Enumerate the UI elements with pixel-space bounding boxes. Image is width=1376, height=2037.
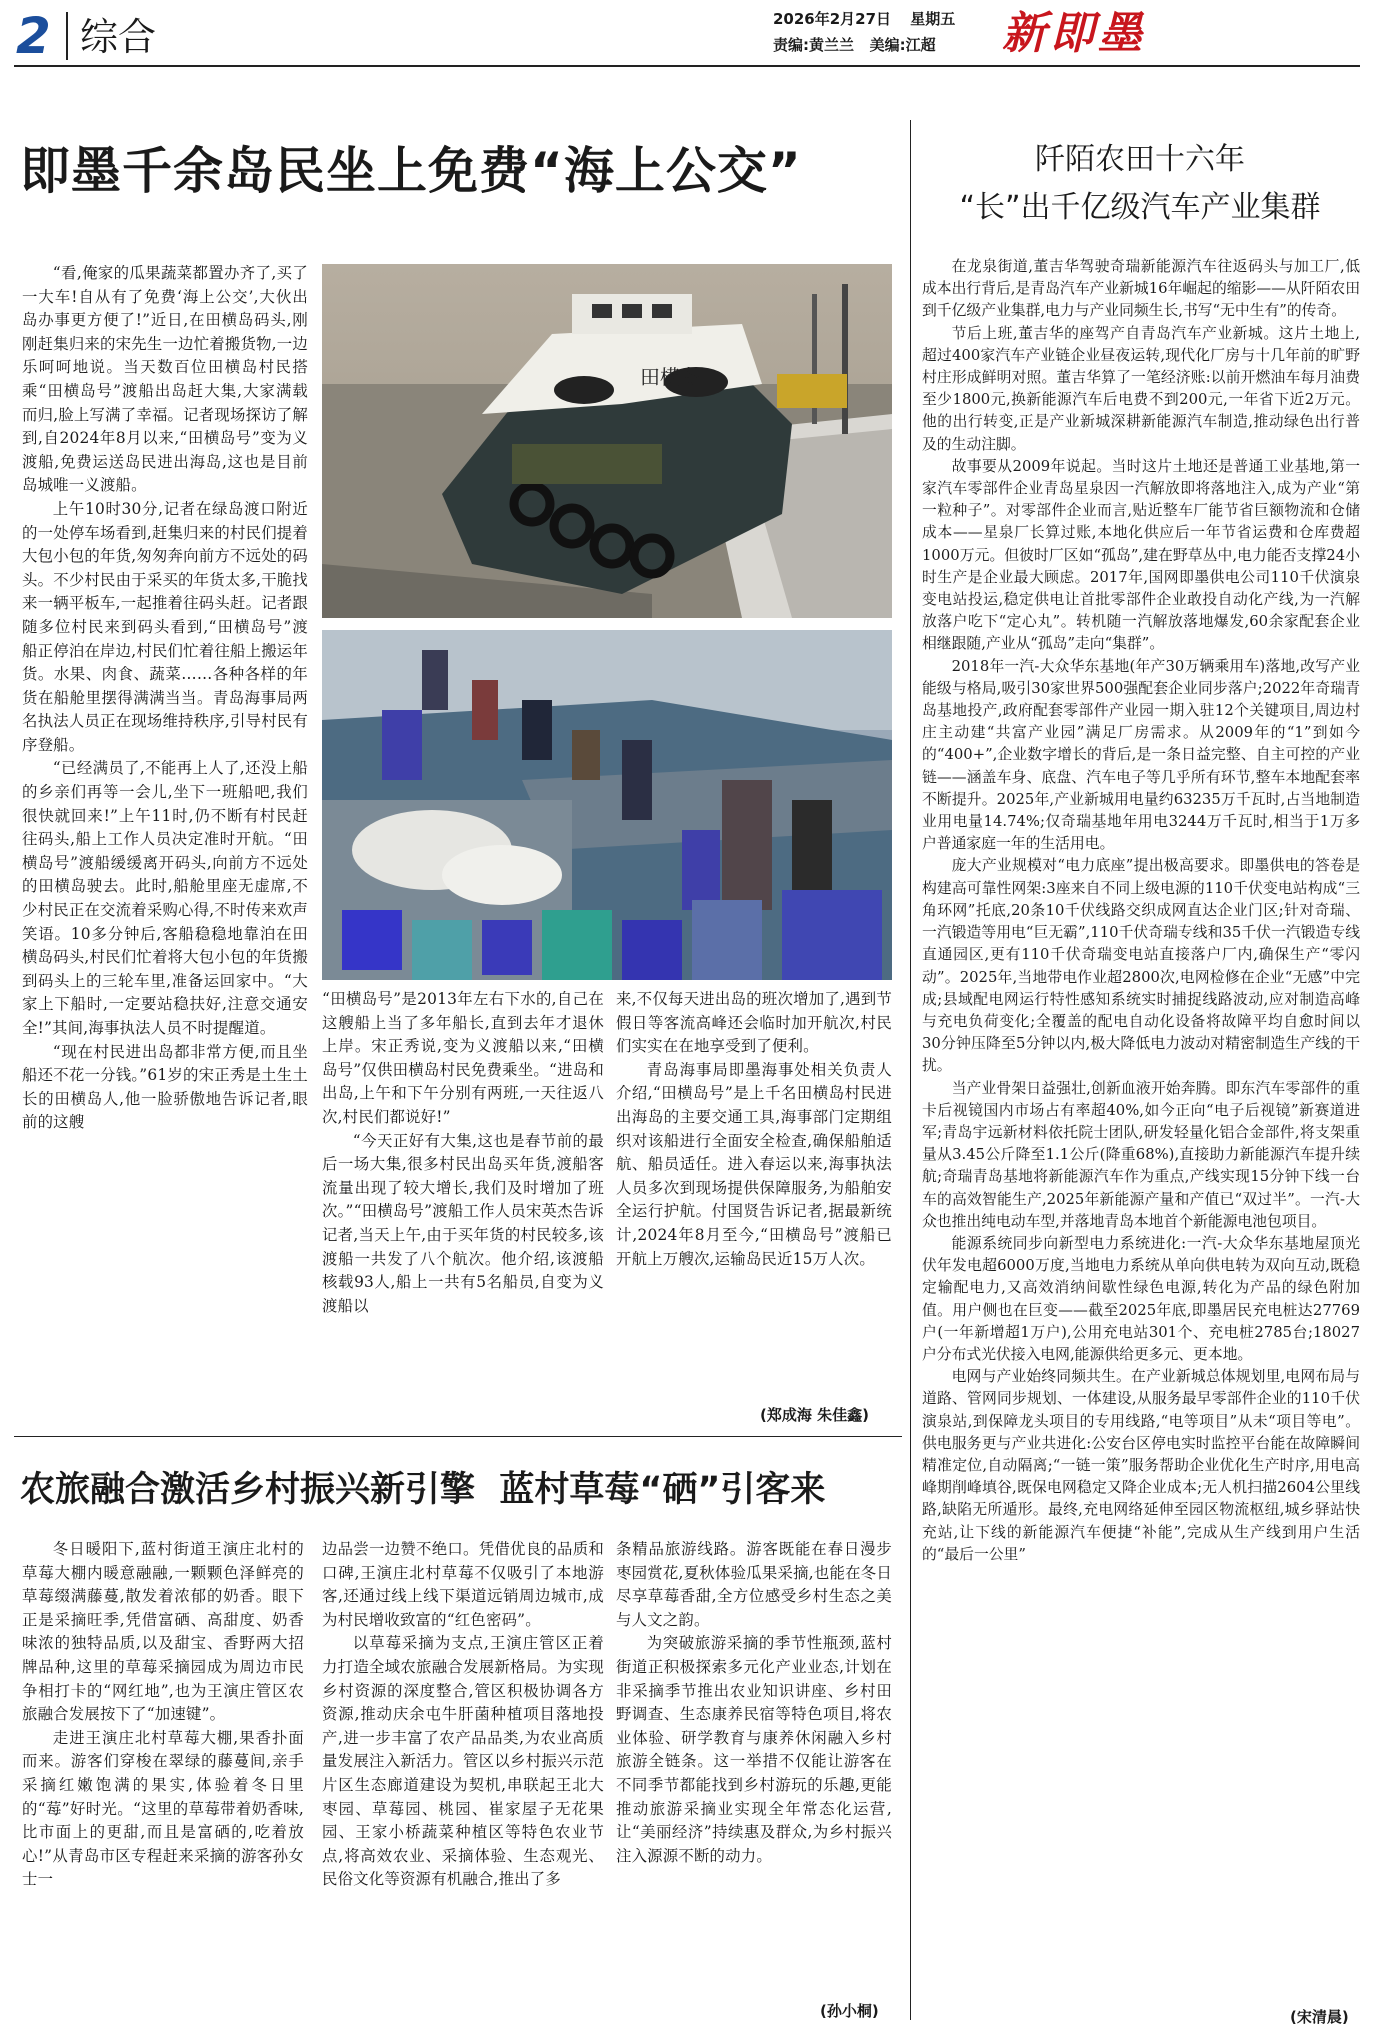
article3-column-1 xyxy=(22,1538,304,1892)
article2-paragraph: 2018年一汽-大众华东基地(年产30万辆乘用车)落地,改写产业能级与格局,吸引30家世界500强配套企业同步落户;2022年奇瑞青岛基地投产,政府配套零部件产业园一期入驻12个关键项目,周边村庄主动建“共富产业园”满足厂房需求。从2009年的“1”到如今的“400+”,企业数字增长的背后,是一条日益完整、自主可控的产业链——涵盖车身、底盘、汽车电子等几乎所有环节,整车本地配套率不断提升。2025年,产业新城用电量约63235万千瓦时,占当地制造业用电量14.74%;仅奇瑞基地年用电3244万千瓦时,相当于1万多户普通家庭一年的生活用电。 xyxy=(922,657,1360,853)
masthead-rule xyxy=(14,65,1360,67)
article3-column-2 xyxy=(322,1538,604,1892)
article1-paragraph: “已经满员了,不能再上人了,还没上船的乡亲们再等一会儿,坐下一班船吧,我们很快就回来!”上午11时,仍不断有村民赶往码头,船上工作人员决定准时开航。“田横岛号”渡船缓缓离开码头,向前方不远处的田横岛驶去。此时,船舱里座无虚席,不少村民正在交流着采购心得,不时传来欢声笑语。10多分钟后,客船稳稳地靠泊在田横岛码头,村民们忙着将大包小包的年货搬到码头上的三轮车里,准备运回家中。“大家上下船时,一定要站稳扶好,注意交通安全!”其间,海事执法人员不时提醒道。 xyxy=(22,759,308,1037)
date-text: 2026年2月27日 xyxy=(773,10,892,28)
article1-paragraph: “田横岛号”是2013年左右下水的,自己在这艘船上当了多年船长,直到去年才退休上岸。宋正秀说,变为义渡船以来,“田横岛号”仅供田横岛村民免费乘坐。“进岛和出岛,上午和下午分别有两班,一天往返八次,村民们都说好!” xyxy=(322,990,604,1126)
article1-headline: 即墨千余岛民坐上免费“海上公交” xyxy=(20,142,802,200)
article3-paragraph: 条精品旅游线路。游客既能在春日漫步枣园赏花,夏秋体验瓜果采摘,也能在冬日尽享草莓香甜,全方位感受乡村生态之美与人文之韵。 xyxy=(616,1540,892,1629)
column-divider xyxy=(910,120,911,2020)
article1-paragraph: 上午10时30分,记者在绿岛渡口附近的一处停车场看到,赶集归来的村民们提着大包小包的年货,匆匆奔向前方不远处的码头。不少村民由于采买的年货太多,干脆找来一辆平板车,一起推着往码头赶。记者跟随多位村民来到码头看到,“田横岛号”渡船正停泊在岸边,村民们忙着往船上搬运年货。水果、肉食、蔬菜……各种各样的年货在船舱里摆得满满当当。青岛海事局两名执法人员正在现场维持秩序,引导村民有序登船。 xyxy=(22,499,308,754)
article3-paragraph: 边品尝一边赞不绝口。凭借优良的品质和口碑,王演庄北村草莓不仅吸引了本地游客,还通过线上线下渠道远销周边城市,成为村民增收致富的“红色密码”。 xyxy=(322,1540,604,1629)
article3-paragraph: 走进王演庄北村草莓大棚,果香扑面而来。游客们穿梭在翠绿的藤蔓间,亲手采摘红嫩饱满的果实,体验着冬日里的“莓”好时光。“这里的草莓带着奶香味,比市面上的更甜,而且是富硒的,吃着放心!”从青岛市区专程赶来采摘的游客孙女士一 xyxy=(22,1728,304,1889)
article2-paragraph: 庞大产业规模对“电力底座”提出极高要求。即墨供电的答卷是构建高可靠性网架:3座来自不同上级电源的110千伏变电站构成“三角环网”托底,20条10千伏线路交织成网直达企业门区;针对奇瑞、一汽锻造等用电“巨无霸”,110千伏奇瑞专线和35千伏一汽锻造专线直通园区,更有110千伏奇瑞变电站直接落户厂内,确保生产“零闪动”。2025年,当地带电作业超2800次,电网检修在企业“无感”中完成;县域配电网运行特性感知系统实时捕捉线路波动,应对制造高峰与充电负荷变化;全覆盖的配电自动化设备将故障平均自愈时间以30分钟压降至5分钟以内,极大降低电力波动对精密制造生产线的干扰。 xyxy=(922,857,1360,1075)
article2-headline-line2: “长”出千亿级汽车产业集群 xyxy=(959,190,1321,225)
article-divider xyxy=(14,1436,902,1437)
article3-column-3 xyxy=(616,1538,892,1868)
page-number: 2 xyxy=(16,7,51,65)
article1-paragraph: 来,不仅每天进出岛的班次增加了,遇到节假日等客流高峰还会临时加开航次,村民们实实在在地享受到了便利。 xyxy=(616,990,892,1056)
article2-paragraph: 故事要从2009年说起。当时这片土地还是普通工业基地,第一家汽车零部件企业青岛星泉因一汽解放即将落地注入,成为产业“第一粒种子”。对零部件企业而言,贴近整车厂能节省巨额物流和仓储成本——星泉厂长算过账,本地化供应后一年节省运费和仓库费超1000万元。但彼时厂区如“孤岛”,建在野草丛中,电力能否支撑24小时生产是企业最大顾虑。2017年,国网即墨供电公司110千伏演泉变电站投运,稳定供电让首批零部件企业敢投自动化产线,为一汽解放落户吃下“定心丸”。转机随一汽解放落地爆发,60余家配套企业相继跟随,产业从“孤岛”走向“集群”。 xyxy=(922,457,1360,653)
newspaper-logo: 新即墨 xyxy=(1002,8,1146,59)
editors-credit: 责编:黄兰兰 美编:江超 xyxy=(773,36,936,54)
article1-column-1 xyxy=(22,262,308,1135)
loading-goods-photo xyxy=(322,630,892,980)
article2-paragraph: 节后上班,董吉华的座驾产自青岛汽车产业新城。这片土地上,超过400家汽车产业链企业昼夜运转,现代化厂房与十几年前的旷野村庄形成鲜明对照。董吉华算了一笔经济账:以前开燃油车每月油费至少1800元,换新能源汽车后电费不到200元,一年省下近2万元。他的出行转变,正是产业新城深耕新能源汽车制造,推动绿色出行普及的生动注脚。 xyxy=(922,324,1360,453)
article2-paragraph: 在龙泉街道,董吉华驾驶奇瑞新能源汽车往返码头与加工厂,低成本出行背后,是青岛汽车产业新城16年崛起的缩影——从阡陌农田到千亿级产业集群,电力与产业同频生长,书写“无中生有”的传奇。 xyxy=(922,258,1360,320)
article3-byline: (孙小桐) xyxy=(820,2002,879,2020)
article3-paragraph: 冬日暖阳下,蓝村街道王演庄北村的草莓大棚内暖意融融,一颗颗色泽鲜亮的草莓缀满藤蔓,散发着浓郁的奶香。眼下正是采摘旺季,凭借富硒、高甜度、奶香味浓的独特品质,以及甜宝、香野两大招牌品种,这里的草莓采摘园成为周边市民争相打卡的“网红地”,也为王演庄管区农旅融合发展按下了“加速键”。 xyxy=(22,1540,304,1724)
article3-paragraph: 以草莓采摘为支点,王演庄管区正着力打造全域农旅融合发展新格局。为实现乡村资源的深度整合,管区积极协调各方资源,推动庆余屯牛肝菌种植项目落地投产,进一步丰富了农产品品类,为农业高质量发展注入新活力。管区以乡村振兴示范片区生态廊道建设为契机,串联起王北大枣园、草莓园、桃园、崔家屋子无花果园、王家小桥蔬菜种植区等特色农业节点,将高效农业、采摘体验、生态观光、民俗文化等资源有机融合,推出了多 xyxy=(322,1634,604,1889)
loading-illustration xyxy=(322,630,892,980)
article2-byline: (宋清晨) xyxy=(1290,2008,1349,2026)
section-title: 综合 xyxy=(80,15,157,59)
article1-column-3 xyxy=(616,988,892,1271)
article2-paragraph: 当产业骨架日益强壮,创新血液开始奔腾。即东汽车零部件的重卡后视镜国内市场占有率超40%,如今正向“电子后视镜”新赛道进军;青岛宇远新材料依托院士团队,研发轻量化铝合金部件,将支架重量从3.45公斤降至1.1公斤(降重68%),直接助力新能源汽车提升续航;奇瑞青岛基地将新能源汽车作为重点,产线实现15分钟下线一台车的高效智能生产,2025年新能源产量和产值已“双过半”。一汽-大众也推出纯电动车型,并落地青岛本地首个新能源电池包项目。 xyxy=(922,1079,1360,1230)
article2-headline-line1: 阡陌农田十六年 xyxy=(1035,142,1245,177)
article1-column-2 xyxy=(322,988,604,1318)
article2-paragraph: 能源系统同步向新型电力系统进化:一汽-大众华东基地屋顶光伏年发电超6000万度,当地电力系统从单向供电转为双向互动,既稳定输配电力,又高效消纳间歇性绿色电源,转化为产品的绿色附加值。用户侧也在巨变——截至2025年底,即墨居民充电桩达27769户(一年新增超1万户),公用充电站301个、充电桩2785台;18027户分布式光伏接入电网,能源供给更多元、更本地。 xyxy=(922,1234,1360,1363)
weekday-text: 星期五 xyxy=(910,10,956,28)
issue-date xyxy=(773,8,955,29)
article1-paragraph: 青岛海事局即墨海事处相关负责人介绍,“田横岛号”是上千名田横岛村民进出海岛的主要交通工具,海事部门定期组织对该船进行全面安全检查,确保船舶适航、船员适任。进入春运以来,海事执法人员多次到现场提供保障服务,为船舶安全运行护航。付国贤告诉记者,据最新统计,2024年8月至今,“田横岛号”渡船已开航上万艘次,运输岛民近15万人次。 xyxy=(616,1060,892,1268)
article2-paragraph: 电网与产业始终同频共生。在产业新城总体规划里,电网布局与道路、管网同步规划、一体建设,从服务最早零部件企业的110千伏演泉站,到保障龙头项目的专用线路,“电等项目”从未“项目等电”。供电服务更与产业共进化:公安台区停电实时监控平台能在故障瞬间精准定位,自动隔离;“一链一策”服务帮助企业优化生产时序,用电高峰期削峰填谷,既保电网稳定又降企业成本;无人机扫描2604公里线路,缺陷无所遁形。最终,充电网络延伸至园区物流枢纽,城乡驿站快充站,让下线的新能源汽车便捷“补能”,完成从生产线到用户生活的“最后一公里” xyxy=(922,1368,1360,1563)
article1-paragraph: “今天正好有大集,这也是春节前的最后一场大集,很多村民出岛买年货,渡船客流量出现了较大增长,我们及时增加了班次。”“田横岛号”渡船工作人员宋英杰告诉记者,当天上午,由于买年货的村民较多,该渡船一共发了八个航次。他介绍,该渡船核载93人,船上一共有5名船员,自变为义渡船以 xyxy=(322,1131,604,1315)
article3-headline: 农旅融合激活乡村振兴新引擎 蓝村草莓“硒”引客来 xyxy=(20,1470,826,1510)
ship-name-label: 田横岛 xyxy=(640,365,700,389)
ferry-illustration xyxy=(322,264,892,618)
article1-byline: (郑成海 朱佳鑫) xyxy=(760,1406,869,1424)
article3-paragraph: 为突破旅游采摘的季节性瓶颈,蓝村街道正积极探索多元化产业业态,计划在非采摘季节推出农业知识讲座、乡村田野调查、生态康养民宿等特色项目,将农业体验、研学教育与康养休闲融入乡村旅游全链条。这一举措不仅能让游客在不同季节都能找到乡村游玩的乐趣,更能推动旅游采摘业实现全年常态化运营,让“美丽经济”持续惠及群众,为乡村振兴注入源源不断的动力。 xyxy=(616,1634,892,1865)
article1-paragraph: “现在村民进出岛都非常方便,而且坐船还不花一分钱。”61岁的宋正秀是土生土长的田横岛人,他一脸骄傲地告诉记者,眼前的这艘 xyxy=(22,1042,308,1132)
article1-paragraph: “看,俺家的瓜果蔬菜都置办齐了,买了一大车!自从有了免费‘海上公交’,大伙出岛办事更方便了!”近日,在田横岛码头,刚刚赶集归来的宋先生一边忙着搬货物,一边乐呵呵地说。当天数百位田横岛村民搭乘“田横岛号”渡船出岛赶大集,大家满载而归,脸上写满了幸福。记者现场探访了解到,自2024年8月以来,“田横岛号”变为义渡船,免费运送岛民进出海岛,这也是目前岛城唯一义渡船。 xyxy=(22,264,308,495)
ferry-photo xyxy=(322,264,892,618)
masthead-separator xyxy=(66,12,68,60)
article2-body xyxy=(922,256,1360,1566)
